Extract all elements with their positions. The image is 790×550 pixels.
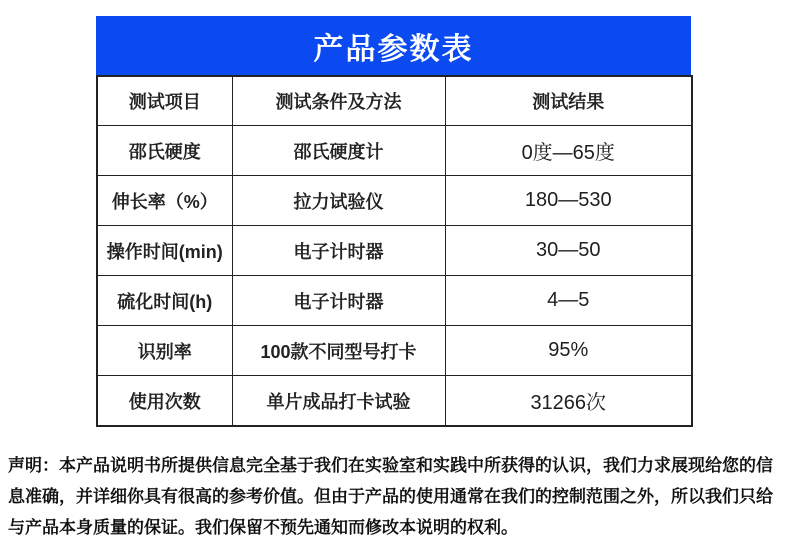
table-row: [97, 376, 692, 427]
column-header-test-method: 测试条件及方法: [232, 76, 445, 126]
table-row: [97, 276, 692, 326]
cell-test-item: 操作时间(min): [97, 226, 232, 276]
cell-test-method: 电子计时器: [232, 226, 445, 276]
cell-test-item: 邵氏硬度: [97, 126, 232, 176]
cell-test-result: 30—50: [445, 226, 692, 276]
cell-test-result: 4—5: [445, 276, 692, 326]
cell-test-method: 100款不同型号打卡: [232, 326, 445, 376]
cell-test-item: 伸长率（%）: [97, 176, 232, 226]
cell-test-method: 邵氏硬度计: [232, 126, 445, 176]
table-header-row: [97, 76, 692, 126]
cell-test-result: 0度—65度: [445, 126, 692, 176]
cell-test-result: 31266次: [445, 376, 692, 427]
cell-test-method: 拉力试验仪: [232, 176, 445, 226]
column-header-test-result: 测试结果: [445, 76, 692, 126]
table-row: [97, 226, 692, 276]
cell-test-item: 使用次数: [97, 376, 232, 427]
table-title-banner: [96, 16, 691, 75]
table-row: [97, 176, 692, 226]
disclaimer-text: 声明：本产品说明书所提供信息完全基于我们在实验室和实践中所获得的认识，我们力求展现给您的信息准确，并详细你具有很高的参考价值。但由于产品的使用通常在我们的控制范围之外，所以我们只给与产品本身质量的保证。我们保留不预先通知而修改本说明的权利。: [8, 456, 773, 537]
cell-test-item: 硫化时间(h): [97, 276, 232, 326]
cell-test-item: 识别率: [97, 326, 232, 376]
parameter-table: [96, 75, 693, 427]
column-header-test-item: 测试项目: [97, 76, 232, 126]
cell-test-result: 180—530: [445, 176, 692, 226]
cell-test-result: 95%: [445, 326, 692, 376]
cell-test-method: 单片成品打卡试验: [232, 376, 445, 427]
table-row: [97, 126, 692, 176]
page-title: 产品参数表: [313, 32, 474, 66]
table-row: [97, 326, 692, 376]
cell-test-method: 电子计时器: [232, 276, 445, 326]
